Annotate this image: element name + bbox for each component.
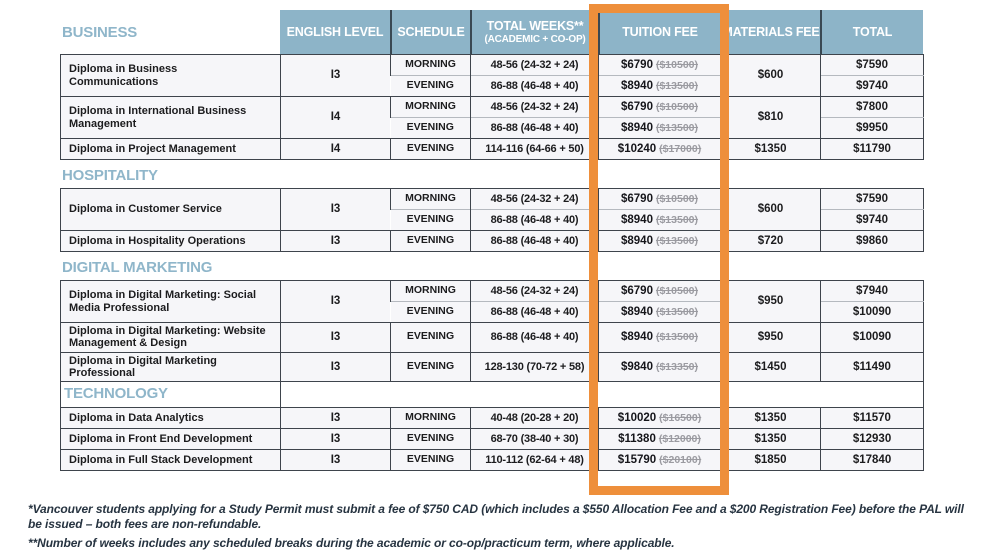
english-level-cell: I3: [281, 352, 391, 382]
tuition-promo-price: $8940: [620, 79, 653, 92]
total-fee-cell: $10090: [821, 323, 924, 353]
materials-fee-cell: $950: [721, 281, 821, 323]
english-level-cell: I4: [281, 139, 391, 160]
tuition-fee-cell: [599, 323, 721, 353]
total-fee-cell: $17840: [821, 450, 924, 471]
total-fee-cell: $11490: [821, 352, 924, 382]
english-level-cell: I3: [281, 55, 391, 97]
total-weeks-cell: 48-56 (24-32 + 24): [471, 55, 599, 76]
materials-fee-cell: $720: [721, 231, 821, 252]
tuition-fee-cell: [599, 281, 721, 302]
section-heading-row: [61, 382, 924, 408]
total-weeks-cell: 86-88 (46-48 + 40): [471, 302, 599, 323]
total-weeks-cell: 86-88 (46-48 + 40): [471, 323, 599, 353]
materials-fee-cell: $1450: [721, 352, 821, 382]
tuition-regular-price-struck: ($13500): [655, 79, 698, 92]
program-name-cell: Diploma in Business Communications: [61, 55, 281, 97]
tuition-fee-cell: [599, 97, 721, 118]
total-fee-cell: $7800: [821, 97, 924, 118]
tuition-promo-price: $9840: [620, 360, 653, 373]
english-level-cell: I3: [281, 450, 391, 471]
schedule-cell: EVENING: [391, 76, 471, 97]
total-weeks-cell: 40-48 (20-28 + 20): [471, 408, 599, 429]
materials-fee-cell: $1350: [721, 408, 821, 429]
tuition-fee-cell: [599, 210, 721, 231]
tuition-promo-price: $6790: [620, 58, 653, 71]
total-weeks-cell: 48-56 (24-32 + 24): [471, 189, 599, 210]
tuition-fee-cell: [599, 408, 721, 429]
english-level-cell: I3: [281, 323, 391, 353]
tuition-fee-cell: [599, 118, 721, 139]
section-title: [60, 10, 280, 54]
program-name-cell: Diploma in Project Management: [61, 139, 281, 160]
column-header-row: [60, 10, 993, 54]
schedule-cell: MORNING: [391, 55, 471, 76]
tuition-regular-price-struck: ($13500): [655, 330, 698, 343]
table-row: [61, 97, 924, 118]
materials-fee-cell: $600: [721, 189, 821, 231]
table-row: [61, 139, 924, 160]
total-fee-cell: $7590: [821, 55, 924, 76]
program-name-cell: Diploma in International Business Management: [61, 97, 281, 139]
total-fee-cell: $11790: [821, 139, 924, 160]
english-level-cell: I3: [281, 408, 391, 429]
materials-fee-cell: $1850: [721, 450, 821, 471]
total-fee-cell: $10090: [821, 302, 924, 323]
tuition-fee-cell: [599, 189, 721, 210]
table-row: [61, 281, 924, 302]
table-row: [61, 352, 924, 382]
total-fee-cell: $11570: [821, 408, 924, 429]
schedule-cell: EVENING: [391, 210, 471, 231]
tuition-promo-price: $8940: [620, 305, 653, 318]
schedule-cell: MORNING: [391, 408, 471, 429]
tuition-promo-price: $8940: [620, 213, 653, 226]
tuition-promo-price: $15790: [617, 453, 657, 466]
tuition-regular-price-struck: ($12000): [658, 432, 701, 445]
fees-table-2: [60, 280, 924, 382]
tuition-regular-price-struck: ($10500): [655, 100, 698, 113]
tuition-regular-price-struck: ($10500): [655, 284, 698, 297]
schedule-cell: EVENING: [391, 139, 471, 160]
total-weeks-cell: 86-88 (46-48 + 40): [471, 231, 599, 252]
table-row: [61, 408, 924, 429]
header-cell-total: TOTAL: [820, 10, 923, 54]
materials-fee-cell: $1350: [721, 139, 821, 160]
program-name-cell: Diploma in Customer Service: [61, 189, 281, 231]
section-title: DIGITAL MARKETING: [62, 259, 213, 276]
footnote-study-permit: *Vancouver students applying for a Study Permit must submit a fee of $750 CAD (which includes a $550 Allocation Fee and a $200 Registration Fee) before the PAL will be issued – both fees are non-refundable.: [28, 502, 964, 532]
empty-cell: [281, 382, 924, 408]
materials-fee-cell: $810: [721, 97, 821, 139]
tuition-promo-price: $6790: [620, 284, 653, 297]
program-name-cell: Diploma in Digital Marketing: Website Management & Design: [61, 323, 281, 353]
total-weeks-cell: 86-88 (46-48 + 40): [471, 118, 599, 139]
schedule-cell: EVENING: [391, 118, 471, 139]
total-weeks-cell: 86-88 (46-48 + 40): [471, 76, 599, 97]
english-level-cell: I4: [281, 97, 391, 139]
tuition-fee-cell: [599, 76, 721, 97]
total-fee-cell: $7590: [821, 189, 924, 210]
section-title: HOSPITALITY: [62, 167, 158, 184]
tuition-regular-price-struck: ($13500): [655, 213, 698, 226]
tuition-fee-cell: [599, 302, 721, 323]
total-fee-cell: $12930: [821, 429, 924, 450]
tuition-regular-price-struck: ($13500): [655, 234, 698, 247]
program-name-cell: Diploma in Full Stack Development: [61, 450, 281, 471]
section-title: TECHNOLOGY: [61, 382, 281, 408]
footnote-weeks-note: **Number of weeks includes any scheduled breaks during the academic or co-op/practicum term, where applicable.: [28, 535, 675, 550]
total-weeks-cell: 128-130 (70-72 + 58): [471, 352, 599, 382]
total-fee-cell: $9860: [821, 231, 924, 252]
schedule-cell: EVENING: [391, 231, 471, 252]
tuition-promo-price: $6790: [620, 192, 653, 205]
english-level-cell: I3: [281, 231, 391, 252]
tuition-regular-price-struck: ($13500): [655, 121, 698, 134]
total-weeks-cell: 114-116 (64-66 + 50): [471, 139, 599, 160]
fees-table-1: [60, 188, 924, 252]
section-title-text: BUSINESS: [62, 23, 138, 41]
total-fee-cell: $9740: [821, 76, 924, 97]
tuition-fee-cell: [599, 450, 721, 471]
header-cell-materials-fee: MATERIALS FEE: [720, 10, 820, 54]
program-name-cell: Diploma in Hospitality Operations: [61, 231, 281, 252]
fees-table-3: [60, 381, 924, 471]
tuition-fee-cell: [599, 352, 721, 382]
tuition-promo-price: $8940: [620, 121, 653, 134]
tuition-regular-price-struck: ($20100): [659, 453, 702, 466]
tuition-regular-price-struck: ($13500): [655, 305, 698, 318]
schedule-cell: EVENING: [391, 450, 471, 471]
table-row: [61, 450, 924, 471]
schedule-cell: EVENING: [391, 302, 471, 323]
table-row: [61, 231, 924, 252]
tuition-regular-price-struck: ($16500): [659, 411, 702, 424]
header-cell-schedule: SCHEDULE: [390, 10, 470, 54]
tuition-regular-price-struck: ($13350): [655, 360, 698, 373]
tuition-promo-price: $8940: [620, 330, 653, 343]
table-row: [61, 429, 924, 450]
schedule-cell: MORNING: [391, 189, 471, 210]
tuition-promo-price: $11380: [618, 432, 656, 445]
materials-fee-cell: $950: [721, 323, 821, 353]
schedule-cell: EVENING: [391, 323, 471, 353]
tuition-fee-cell: [599, 429, 721, 450]
tuition-regular-price-struck: ($17000): [659, 142, 702, 155]
table-row: [61, 189, 924, 210]
table-row: [61, 323, 924, 353]
tuition-regular-price-struck: ($10500): [655, 58, 698, 71]
materials-fee-cell: $1350: [721, 429, 821, 450]
program-name-cell: Diploma in Digital Marketing Professional: [61, 352, 281, 382]
english-level-cell: I3: [281, 189, 391, 231]
schedule-cell: MORNING: [391, 97, 471, 118]
tuition-promo-price: $6790: [620, 100, 653, 113]
tuition-promo-price: $8940: [620, 234, 653, 247]
total-weeks-cell: 48-56 (24-32 + 24): [471, 281, 599, 302]
total-weeks-cell: 110-112 (62-64 + 48): [471, 450, 599, 471]
english-level-cell: I3: [281, 281, 391, 323]
header-cell-english-level: ENGLISH LEVEL: [280, 10, 390, 54]
tuition-regular-price-struck: ($10500): [655, 192, 698, 205]
total-fee-cell: $9740: [821, 210, 924, 231]
total-weeks-cell: 48-56 (24-32 + 24): [471, 97, 599, 118]
english-level-cell: I3: [281, 429, 391, 450]
tuition-fee-cell: [599, 55, 721, 76]
table-row: [61, 55, 924, 76]
header-cell-tuition-fee: TUITION FEE: [598, 10, 720, 54]
tuition-fee-cell: [599, 139, 721, 160]
total-fee-cell: $9950: [821, 118, 924, 139]
materials-fee-cell: $600: [721, 55, 821, 97]
schedule-cell: EVENING: [391, 352, 471, 382]
tuition-fee-cell: [599, 231, 721, 252]
tuition-promo-price: $10240: [617, 142, 657, 155]
program-name-cell: Diploma in Front End Development: [61, 429, 281, 450]
fees-table-0: [60, 54, 924, 160]
program-name-cell: Diploma in Digital Marketing: Social Media Professional: [61, 281, 281, 323]
program-name-cell: Diploma in Data Analytics: [61, 408, 281, 429]
footnotes: [28, 502, 968, 554]
header-cell-total-weeks: TOTAL WEEKS** (ACADEMIC + CO-OP): [470, 10, 598, 54]
total-weeks-cell: 86-88 (46-48 + 40): [471, 210, 599, 231]
schedule-cell: MORNING: [391, 281, 471, 302]
total-fee-cell: $7940: [821, 281, 924, 302]
total-weeks-cell: 68-70 (38-40 + 30): [471, 429, 599, 450]
tuition-promo-price: $10020: [617, 411, 657, 424]
schedule-cell: EVENING: [391, 429, 471, 450]
